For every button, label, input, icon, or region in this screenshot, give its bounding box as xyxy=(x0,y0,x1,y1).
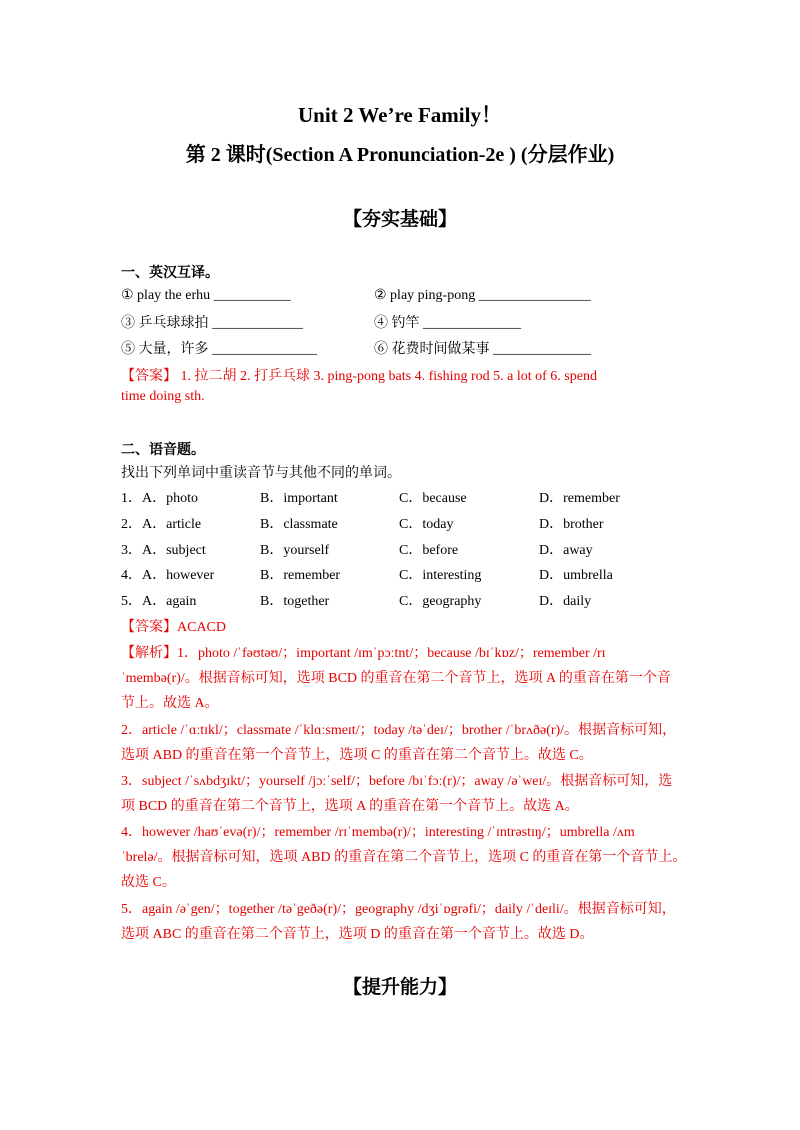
part2-instruction: 找出下列单词中重读音节与其他不同的单词。 xyxy=(121,466,401,481)
analysis-line: ˈmembə(r)/。根据音标可知，选项 BCD 的重音在第二个音节上，选项 A 的重音在第一个音 xyxy=(121,671,671,686)
analysis-line: 故选 C。 xyxy=(121,875,176,890)
question-5-option-d: D．daily xyxy=(539,594,592,609)
question-2-option-d: D．brother xyxy=(539,517,604,532)
analysis-line: 2．article /ˈɑːtɪkl/；classmate /ˈklɑːsmeɪt/；today /təˈdeɪ/；brother /ˈbrʌðə(r)/。根据音标可知， xyxy=(121,723,677,738)
part1-answer-line1: 【答案】 1. 拉二胡 2. 打乒乓球 3. ping-pong bats 4. fishing rod 5. a lot of 6. spend xyxy=(121,369,597,384)
question-1-option-a: 1．A．photo xyxy=(121,491,198,506)
part1-answer-line2: time doing sth. xyxy=(121,389,205,404)
question-3-option-c: C．before xyxy=(399,543,459,558)
question-1-option-d: D．remember xyxy=(539,491,620,506)
part2-answer: 【答案】ACACD xyxy=(121,620,227,635)
question-3-option-a: 3．A．subject xyxy=(121,543,206,558)
question-4-option-d: D．umbrella xyxy=(539,568,613,583)
question-3-option-d: D．away xyxy=(539,543,593,558)
question-2-option-a: 2．A．article xyxy=(121,517,202,532)
analysis-line: 节上。故选 A。 xyxy=(121,696,219,711)
analysis-line: 4．however /haʊˈevə(r)/；remember /rɪˈmembə(r)/；interesting /ˈɪntrəstɪŋ/；umbrella /ʌm xyxy=(121,825,635,840)
question-4-option-c: C．interesting xyxy=(399,568,482,583)
section-heading-improve: 【提升能力】 xyxy=(342,977,457,998)
translation-item-6: ⑥ 花费时间做某事 ______________ xyxy=(374,342,591,357)
analysis-line: 3．subject /ˈsʌbdʒɪkt/；yourself /jɔːˈself/；before /bɪˈfɔː(r)/；away /əˈweɪ/。根据音标可知，选 xyxy=(121,774,673,789)
analysis-line: 选项 ABC 的重音在第二个音节上，选项 D 的重音在第一个音节上。故选 D。 xyxy=(121,927,594,942)
question-4-option-a: 4．A．however xyxy=(121,568,215,583)
translation-item-1: ① play the erhu ___________ xyxy=(121,288,291,303)
question-3-option-b: B．yourself xyxy=(260,543,330,558)
analysis-line: ˈbrelə/。根据音标可知，选项 ABD 的重音在第二个音节上，选项 C 的重音在第一个音节上。 xyxy=(121,850,687,865)
question-2-option-c: C．today xyxy=(399,517,454,532)
translation-item-5: ⑤ 大量，许多 _______________ xyxy=(121,342,317,357)
analysis-line: 项 BCD 的重音在第二个音节上，选项 A 的重音在第一个音节上。故选 A。 xyxy=(121,799,579,814)
document-subtitle: 第 2 课时(Section A Pronunciation-2e ) (分层作业) xyxy=(185,144,615,166)
question-2-option-b: B．classmate xyxy=(260,517,338,532)
question-5-option-c: C．geography xyxy=(399,594,482,609)
analysis-line: 5．again /əˈgen/；together /təˈgeðə(r)/；geography /dʒiˈɒgrəfi/；daily /ˈdeɪli/。根据音标可知， xyxy=(121,902,676,917)
analysis-line: 选项 ABD 的重音在第一个音节上，选项 C 的重音在第二个音节上。故选 C。 xyxy=(121,748,593,763)
question-1-option-b: B．important xyxy=(260,491,338,506)
part2-heading: 二、语音题。 xyxy=(121,443,205,458)
question-1-option-c: C．because xyxy=(399,491,467,506)
question-5-option-b: B．together xyxy=(260,594,330,609)
section-heading-basics: 【夯实基础】 xyxy=(342,209,457,230)
translation-item-4: ④ 钓竿 ______________ xyxy=(374,316,521,331)
question-5-option-a: 5．A．again xyxy=(121,594,197,609)
analysis-line: 【解析】1．photo /ˈfəʊtəʊ/；important /ɪmˈpɔːtnt/；because /bɪˈkɒz/；remember /rɪ xyxy=(121,646,606,661)
translation-item-3: ③ 乒乓球球拍 _____________ xyxy=(121,316,303,331)
document-title: Unit 2 We’re Family！ xyxy=(298,103,502,127)
part1-heading: 一、英汉互译。 xyxy=(121,266,219,281)
question-4-option-b: B．remember xyxy=(260,568,341,583)
translation-item-2: ② play ping-pong ________________ xyxy=(374,288,591,303)
